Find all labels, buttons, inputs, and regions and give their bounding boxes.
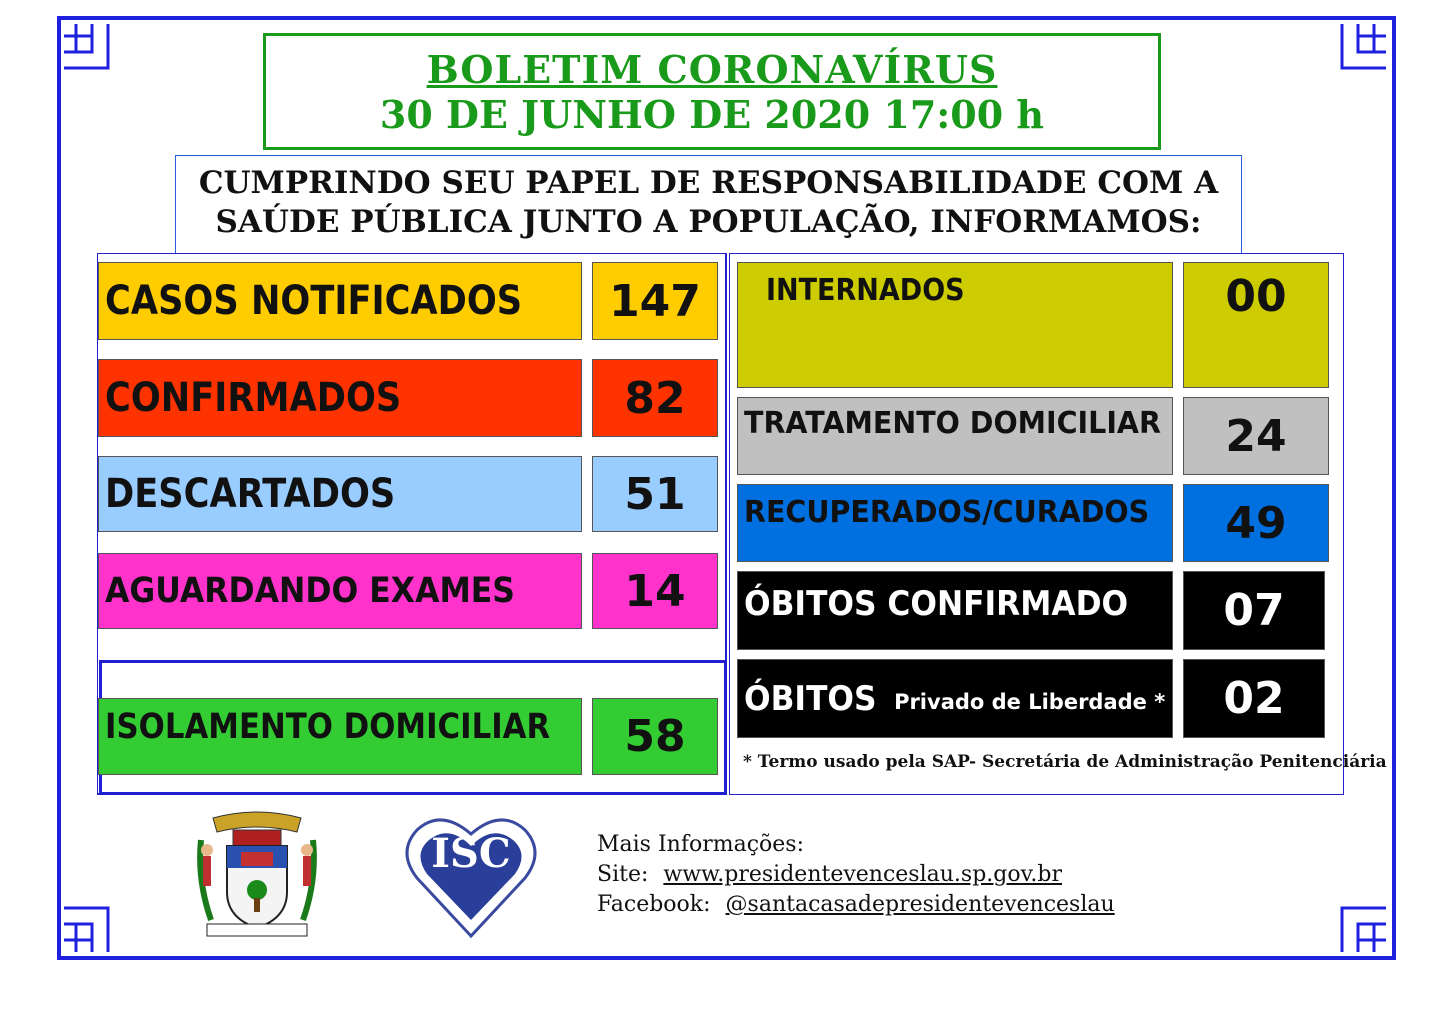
facebook-line: Facebook: @santacasadepresidentevenceslau	[597, 892, 1115, 917]
stat-label-tratamento-domiciliar: TRATAMENTO DOMICILIAR	[737, 397, 1173, 475]
stat-label-isolamento-domiciliar: ISOLAMENTO DOMICILIAR	[98, 698, 582, 775]
more-info-heading: Mais Informações:	[597, 832, 804, 857]
facebook-link[interactable]: @santacasadepresidentevenceslau	[725, 892, 1115, 917]
stat-value-descartados: 51	[592, 456, 718, 532]
stat-value-casos-notificados: 147	[592, 262, 718, 340]
stat-value-internados: 00	[1183, 262, 1329, 388]
bulletin-header	[263, 33, 1161, 150]
stat-value-obitos-privado-liberdade: 02	[1183, 659, 1325, 738]
city-crest-icon	[193, 810, 321, 940]
intro-line-2: SAÚDE PÚBLICA JUNTO A POPULAÇÃO, INFORMAMOS:	[215, 204, 1202, 240]
stat-label-casos-notificados: CASOS NOTIFICADOS	[98, 262, 582, 340]
stat-value-recuperados-curados: 49	[1183, 484, 1329, 562]
corner-ornament-icon	[62, 22, 110, 70]
corner-ornament-icon	[62, 906, 110, 954]
stat-value-obitos-confirmado: 07	[1183, 571, 1325, 650]
stat-value-aguardando-exames: 14	[592, 553, 718, 629]
stat-value-tratamento-domiciliar: 24	[1183, 397, 1329, 475]
bulletin-date: 30 DE JUNHO DE 2020 17:00 h	[379, 92, 1045, 137]
isc-initials: ISC	[431, 830, 511, 877]
corner-ornament-icon	[1340, 906, 1388, 954]
corner-ornament-icon	[1340, 22, 1388, 70]
stat-label-recuperados-curados: RECUPERADOS/CURADOS	[737, 484, 1173, 562]
stat-label-aguardando-exames: AGUARDANDO EXAMES	[98, 553, 582, 629]
stat-value-isolamento-domiciliar: 58	[592, 698, 718, 775]
stat-label-obitos-confirmado: ÓBITOS CONFIRMADO	[737, 571, 1173, 650]
stat-label-confirmados: CONFIRMADOS	[98, 359, 582, 437]
site-link[interactable]: www.presidentevenceslau.sp.gov.br	[663, 862, 1063, 887]
stat-value-confirmados: 82	[592, 359, 718, 437]
bulletin-title: BOLETIM CORONAVÍRUS	[426, 47, 998, 92]
intro-statement	[175, 155, 1242, 253]
intro-line-1: CUMPRINDO SEU PAPEL DE RESPONSABILIDADE COM A	[198, 165, 1219, 201]
footnote: * Termo usado pela SAP- Secretária de Administração Penitenciária	[743, 752, 1387, 772]
stat-label-descartados: DESCARTADOS	[98, 456, 582, 532]
more-info-block	[597, 830, 1115, 920]
stat-label-internados: INTERNADOS	[737, 262, 1173, 388]
site-line: Site: www.presidentevenceslau.sp.gov.br	[597, 862, 1063, 887]
stat-label-obitos-privado-liberdade: ÓBITOS Privado de Liberdade *	[737, 659, 1173, 738]
